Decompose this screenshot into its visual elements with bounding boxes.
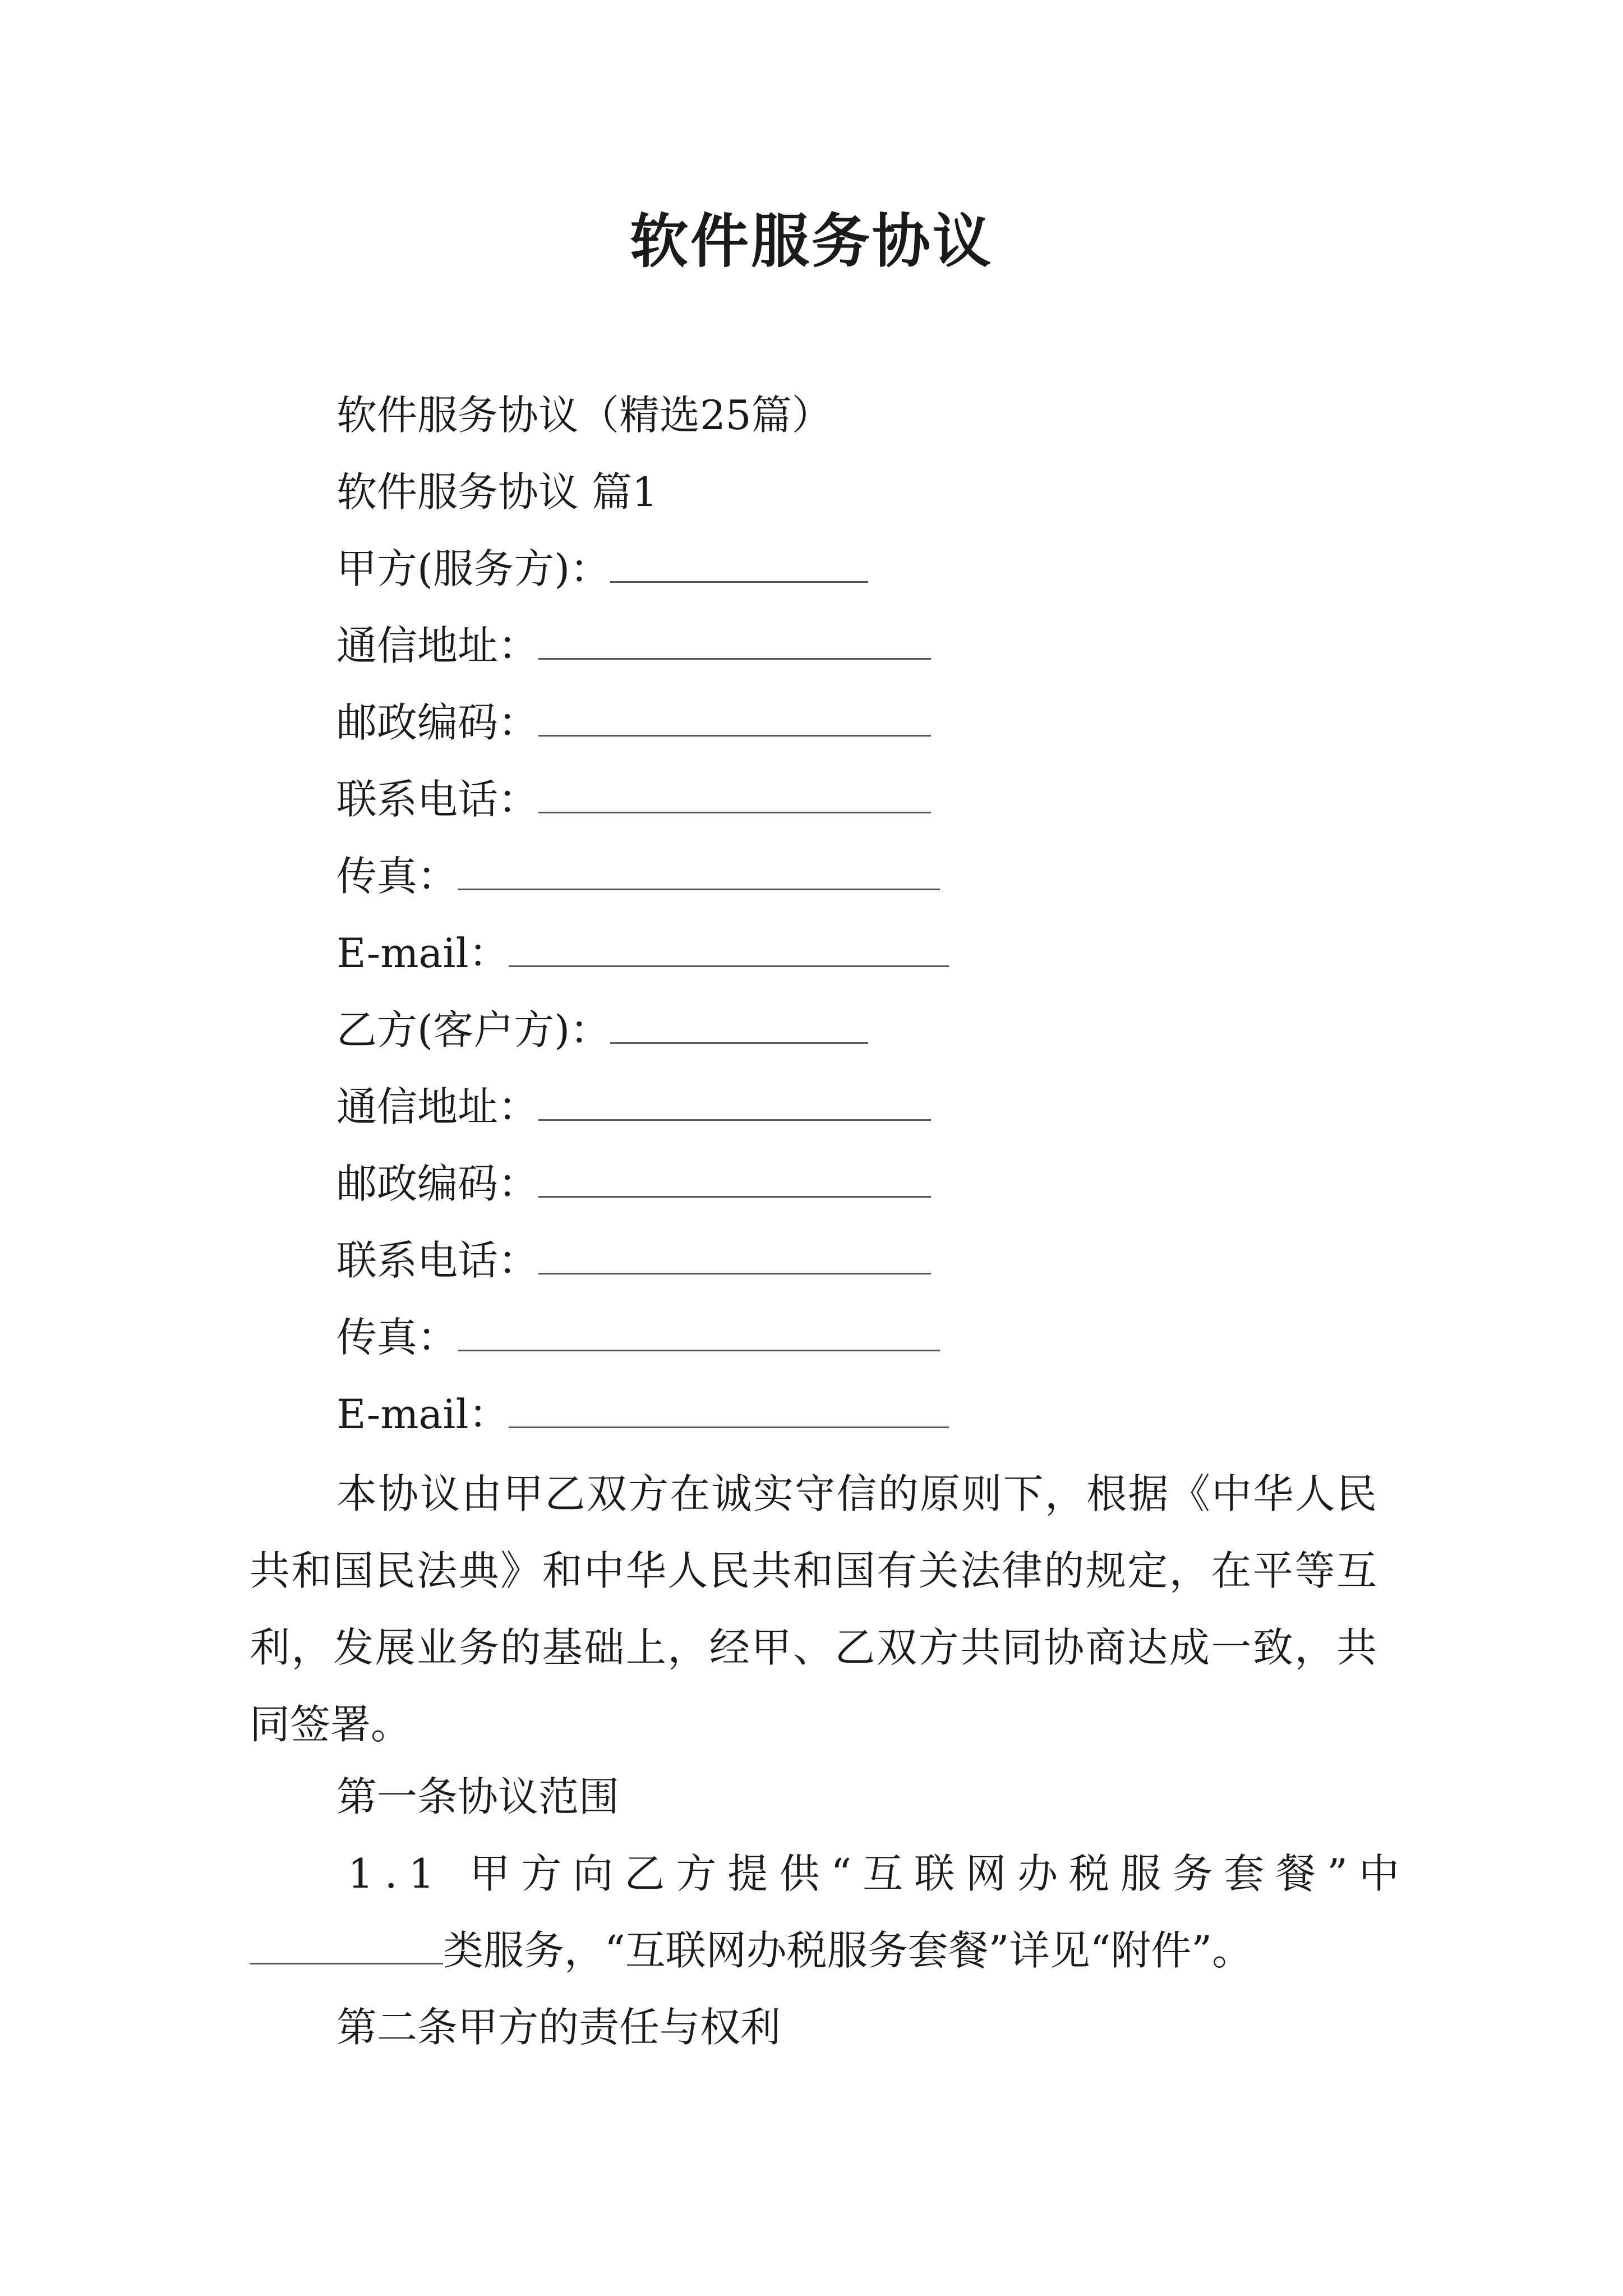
party-a-name-label: 甲方(服务方)： (336, 545, 611, 592)
party-a-fax-label: 传真： (336, 853, 458, 900)
intro-paragraph: 本协议由甲乙双方在诚实守信的原则下，根据《中华人民共和国民法典》和中华人民共和国有关法律的规定，在平等互利，发展业务的基础上，经甲、乙双方共同协商达成一致，共同签署。 (250, 1470, 1377, 1748)
party-b-address-label: 通信地址： (336, 1083, 539, 1130)
party-b-name-row (336, 1002, 868, 1058)
party-a-email-row (336, 925, 949, 981)
party-b-phone-blank (538, 1234, 931, 1274)
clause-1-1-line-1: 1.1 甲方向乙方提供“互联网办税服务套餐”中 (348, 1850, 1411, 1897)
party-b-email-label: E-mail： (336, 1391, 509, 1438)
party-b-postcode-blank (538, 1157, 931, 1198)
party-b-email-row (336, 1386, 949, 1442)
document-title: 软件服务协议 (629, 207, 993, 275)
article-1-heading: 第一条协议范围 (336, 1773, 620, 1820)
party-a-fax-row (336, 848, 940, 904)
party-b-postcode-label: 邮政编码： (336, 1160, 539, 1207)
party-b-address-row (336, 1079, 931, 1135)
party-a-postcode-row (336, 694, 931, 751)
party-b-fax-label: 传真： (336, 1314, 458, 1361)
party-a-phone-label: 联系电话： (336, 776, 539, 823)
party-b-postcode-row (336, 1156, 931, 1212)
party-a-address-label: 通信地址： (336, 622, 539, 669)
party-b-email-blank (509, 1387, 949, 1428)
party-b-fax-row (336, 1309, 940, 1365)
party-b-name-label: 乙方(客户方)： (336, 1006, 611, 1053)
clause-1-1-line-2: 类服务，“互联网办税服务套餐”详见“附件”。 (443, 1927, 1253, 1974)
party-b-phone-row (336, 1232, 931, 1289)
article-2-heading: 第二条甲方的责任与权利 (336, 2004, 781, 2051)
party-b-name-blank (610, 1003, 868, 1044)
party-a-email-label: E-mail： (336, 930, 509, 977)
party-a-postcode-label: 邮政编码： (336, 699, 539, 746)
party-b-phone-label: 联系电话： (336, 1237, 539, 1284)
party-a-email-blank (509, 926, 949, 967)
party-a-address-row (336, 618, 931, 674)
clause-1-1-blank (250, 1924, 443, 1964)
section-heading: 软件服务协议 篇1 (336, 468, 658, 516)
party-b-address-blank (538, 1080, 931, 1121)
document-subtitle: 软件服务协议（精选25篇） (336, 392, 832, 439)
party-b-fax-blank (458, 1310, 940, 1351)
party-a-phone-row (336, 771, 931, 827)
party-a-name-blank (610, 542, 868, 583)
party-a-phone-blank (538, 772, 931, 813)
clause-1-1-line-2-row (250, 1922, 1252, 1978)
party-a-fax-blank (458, 849, 940, 890)
party-a-name-row (336, 541, 868, 597)
party-a-address-blank (538, 619, 931, 660)
party-a-postcode-blank (538, 696, 931, 737)
